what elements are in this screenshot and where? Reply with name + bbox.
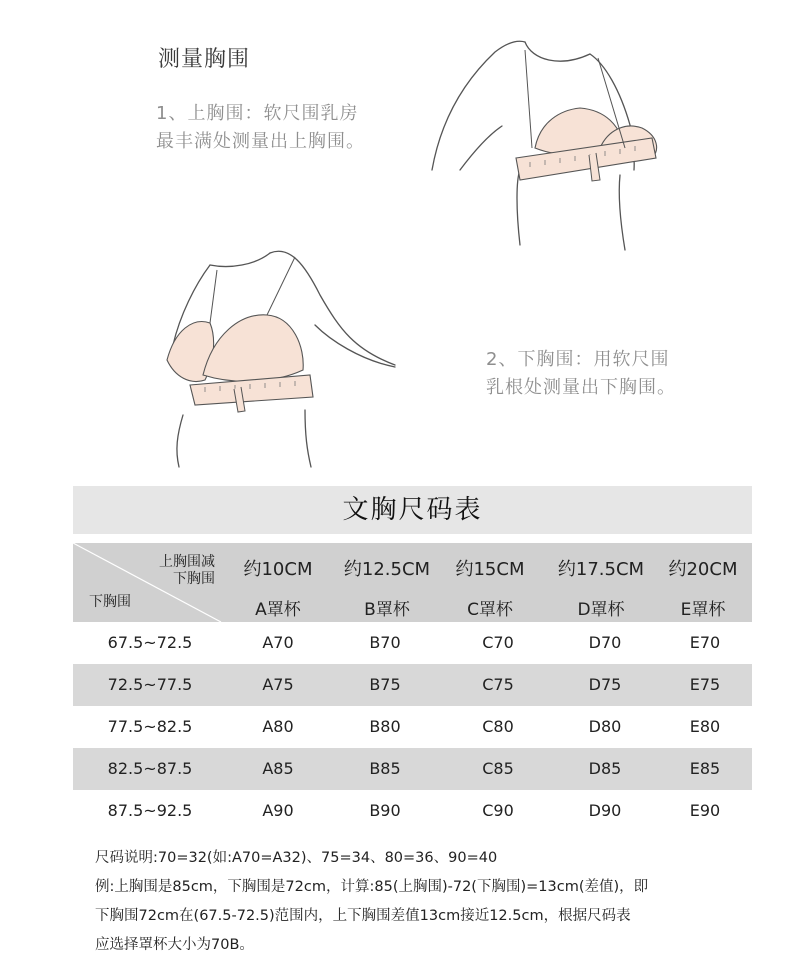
step2-line-2: 乳根处测量出下胸围。: [486, 377, 676, 398]
measure-title: 测量胸围: [158, 47, 251, 72]
size-cell: B75: [369, 675, 401, 694]
table-row: [73, 790, 752, 832]
size-cell: E75: [689, 675, 721, 694]
column-cup: C罩杯: [467, 600, 513, 620]
size-cell: C90: [482, 801, 514, 820]
bra-size-table: [73, 486, 752, 832]
note-line-4: 应选择罩杯大小为70B。: [95, 937, 254, 953]
step2-instructions: [486, 346, 676, 402]
size-cell: E80: [689, 717, 721, 736]
table-row: [73, 706, 752, 748]
column-cup: D罩杯: [577, 600, 625, 620]
corner-top-line-2: 下胸围: [173, 571, 215, 587]
step2-line-1: 2、下胸围：用软尺围: [486, 349, 670, 370]
size-cell: E70: [689, 633, 721, 652]
table-header: [73, 543, 752, 622]
size-cell: A80: [262, 717, 294, 736]
band-range: 82.5~87.5: [107, 759, 193, 778]
band-range: 67.5~72.5: [107, 633, 193, 652]
column-cup: A罩杯: [255, 600, 301, 620]
column-diff: 约15CM: [455, 559, 525, 580]
note-line-3: 下胸围72cm在(67.5-72.5)范围内，上下胸围差值13cm接近12.5cm，根据尺码表: [95, 908, 631, 924]
size-cell: A70: [262, 633, 294, 652]
under-bust-illustration: [155, 235, 415, 470]
size-cell: B70: [369, 633, 401, 652]
column-diff: 约17.5CM: [557, 559, 645, 580]
size-cell: C80: [482, 717, 514, 736]
size-cell: D90: [588, 801, 622, 820]
header-corner-top: [149, 554, 215, 588]
size-cell: E85: [689, 759, 721, 778]
step1-instructions: [156, 100, 365, 156]
header-corner-bottom: 下胸围: [89, 594, 131, 610]
table-row: [73, 622, 752, 664]
size-cell: A85: [262, 759, 294, 778]
note-line-2: 例:上胸围是85cm，下胸围是72cm，计算:85(上胸围)-72(下胸围)=13cm(差值)，即: [95, 879, 649, 895]
column-diff: 约10CM: [243, 559, 313, 580]
note-line-1: 尺码说明:70=32(如:A70=A32)、75=34、80=36、90=40: [95, 850, 498, 866]
size-notes: [95, 844, 648, 960]
band-range: 77.5~82.5: [107, 717, 193, 736]
table-title: 文胸尺码表: [73, 486, 752, 534]
column-diff: 约12.5CM: [343, 559, 431, 580]
size-cell: C75: [482, 675, 514, 694]
upper-bust-illustration: [420, 30, 680, 255]
size-cell: A75: [262, 675, 294, 694]
column-cup: B罩杯: [364, 600, 410, 620]
column-cup: E罩杯: [680, 600, 726, 620]
size-cell: D85: [588, 759, 622, 778]
step1-line-1: 1、上胸围：软尺围乳房: [156, 103, 359, 124]
band-range: 87.5~92.5: [107, 801, 193, 820]
size-cell: D70: [588, 633, 622, 652]
table-row: [73, 664, 752, 706]
size-cell: C85: [482, 759, 514, 778]
size-cell: D75: [588, 675, 622, 694]
corner-top-line-1: 上胸围减: [159, 554, 215, 570]
table-row: [73, 748, 752, 790]
size-cell: D80: [588, 717, 622, 736]
size-cell: B90: [369, 801, 401, 820]
column-diff: 约20CM: [668, 559, 738, 580]
size-cell: A90: [262, 801, 294, 820]
size-cell: B85: [369, 759, 401, 778]
size-cell: B80: [369, 717, 401, 736]
size-cell: E90: [689, 801, 721, 820]
band-range: 72.5~77.5: [107, 675, 193, 694]
step1-line-2: 最丰满处测量出上胸围。: [156, 131, 365, 152]
size-cell: C70: [482, 633, 514, 652]
